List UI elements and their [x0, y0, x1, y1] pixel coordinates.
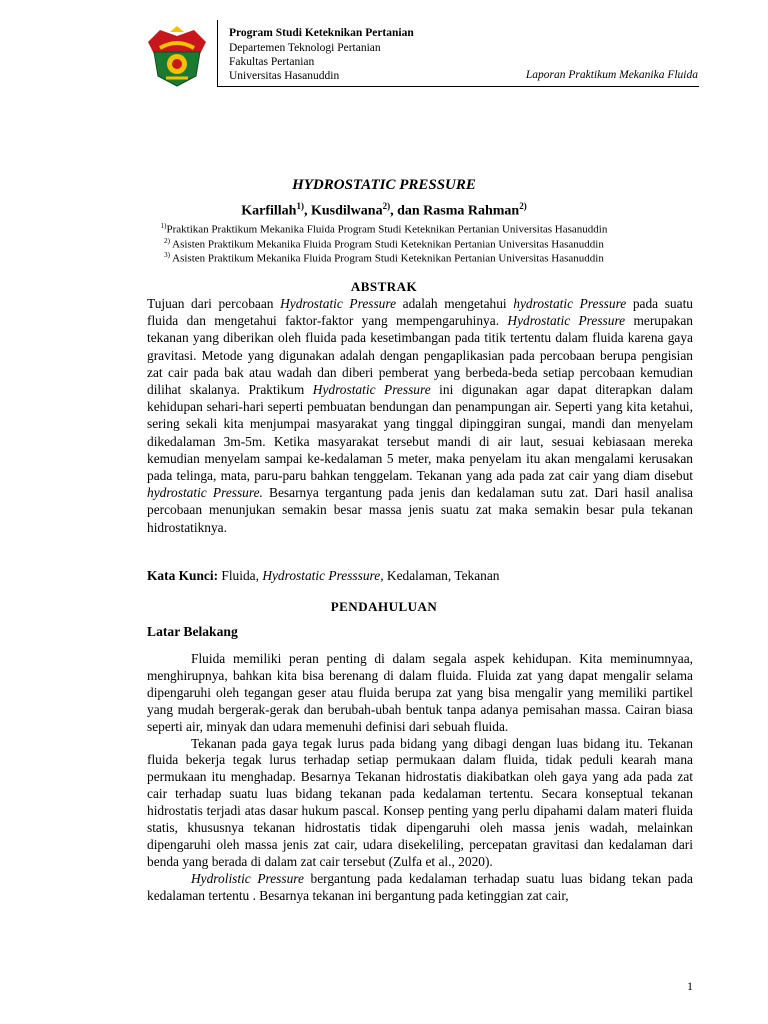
keyword: Kedalaman, Tekanan [383, 568, 500, 583]
university-logo-icon [146, 24, 208, 88]
abstract-term: Hydrostatic Pressure [507, 313, 626, 329]
paragraph-term: Hydrolistic Pressure [191, 870, 304, 886]
header-faculty: Fakultas Pertanian [229, 56, 315, 68]
paragraph-text: bergantung pada kedalaman terhadap suatu luas bidang tekan pada kedalaman tertentu . Besarnya tekanan ini bergantung pada ketinggian zat cair, [147, 870, 693, 903]
abstract-text: merupakan tekanan yang diberikan oleh fluida pada kesetimbangan pada titik tertentu dalam fluida karena gaya gravitasi. Metode yang digunakan adalah dengan pengaplikasian pada percobaan berupa pengisian zat cair pada bak atau wadah dan diberi pemberat yang berbeda-beda setiap percobaan kemudian dilihat skalanya. Praktikum [147, 313, 693, 398]
paragraph-3 [147, 871, 693, 905]
introduction-body [147, 651, 693, 905]
introduction-heading: PENDAHULUAN [330, 599, 438, 614]
affiliation-3 [0, 249, 768, 266]
author-separator: , [303, 203, 311, 219]
abstract-text: Tujuan dari percobaan [147, 296, 281, 311]
header-program: Program Studi Keteknikan Pertanian [229, 27, 414, 39]
abstract-heading: ABSTRAK [350, 279, 418, 294]
author-separator: , dan [390, 203, 424, 219]
keyword: Fluida, [218, 568, 263, 583]
header-department: Departemen Teknologi Pertanian [229, 42, 381, 54]
abstract-term: Hydrostatic Pressure [312, 382, 431, 398]
author-3-mark: 2) [519, 201, 527, 211]
author-3: Rasma Rahman [423, 203, 520, 219]
author-1-mark: 1) [296, 201, 304, 211]
abstract-text: ini digunakan agar dapat diterapkan dalam kehidupan sehari-hari seperti pembuatan bendungan dan penampungan air. Seperti yang kita ketahui, sering sekali kita menjumpai masyarakat yang tinggal dipinggiran sungai, mandi dan menyelam dikedalaman 3m-5m. Ketika masyarakat tersebut mandi di air laut, sesuai kebiasaan mereka kemudian menyelam sampai ke-kedalaman 5 meter, maka penyelam itu akan mengalami kerusakan pada telinga, mata, paru-paru bahkan tenggelam. Tekanan yang ada pada zat cair yang diam disebut [147, 382, 693, 484]
abstract-body [147, 295, 693, 536]
abstract-text: Besarnya tergantung pada jenis dan kedalaman sutu zat. Dari hasil analisa percobaan menunjukan semakin besar massa jenis suatu zat maka semakin besar pula tekanan hidrostatiknya. [147, 485, 694, 535]
header-university: Universitas Hasanuddin [229, 70, 340, 82]
paragraph-2: Tekanan pada gaya tegak lurus pada bidang yang dibagi dengan luas bidang itu. Tekanan fluida bekerja tegak lurus terhadap setiap permukaan dalam fluida, tidak peduli kearah mana permukaan itu menghadap. Besarnya Tekanan hidrostatis diakibatkan oleh gaya yang ada pada zat cair terhadap suatu luas bidang tekanan pada kedalaman tertentu. Secara konseptual tekanan hidrostatis terjadi atas dasar hukum pascal. Konsep penting yang perlu dipahami dalam materi fluida statis, khususnya tekanan hidrostatis tidak dipengaruhi oleh massa jenis wadah, melainkan dipengaruhi oleh massa jenis zat cair, udara disekeliling, percepatan gravitasi dan kedalaman dari benda yang berada di dalam zat cair tersebut (Zulfa et al., 2020). [147, 735, 693, 869]
header-report-title: Laporan Praktikum Mekanika Fluida [525, 69, 698, 81]
abstract-term: Hydrostatic Pressure [280, 296, 397, 311]
author-2: Kusdilwana [310, 203, 383, 219]
keyword: Hydrostatic Presssure, [262, 568, 384, 583]
abstract-term: hydrostatic Pressure. [147, 485, 263, 501]
affiliation-mark: 3) [164, 251, 170, 259]
affiliation-text: Asisten Praktikum Mekanika Fluida Program Studi Keteknikan Pertanian Universitas Hasanuddin [170, 238, 604, 251]
paper-title: HYDROSTATIC PRESSURE [292, 177, 476, 193]
paragraph-1: Fluida memiliki peran penting di dalam segala aspek kehidupan. Kita meminumnyaa, menghirupnya, bahkan kita bisa berenang di dalam fluida. Fluida zat yang dapat mengalir selama dipengaruhi oleh tegangan geser atau fluida berupa zat yang bisa mengalir yang memiliki partikel yang mudah bergerak-gerak dan berubah-ubah bentuk tanpa adanya pemisahan massa. Cairan biasa seperti air, minyak dan udara memenuhi definisi dari sebuah fluida. [147, 651, 693, 734]
keywords-label: Kata Kunci: [147, 568, 219, 583]
author-1: Karfillah [241, 203, 297, 219]
abstract-text: adalah mengetahui [396, 296, 514, 311]
author-list [0, 201, 768, 220]
keywords-line [147, 568, 693, 584]
affiliation-text: Praktikan Praktikum Mekanika Fluida Program Studi Keteknikan Pertanian Universitas Hasanuddin [166, 223, 608, 236]
abstract-text: pada suatu fluida dan mengetahui faktor-faktor yang mempengaruhinya. [147, 296, 693, 329]
header-divider-vertical [217, 20, 218, 86]
affiliation-mark: 2) [164, 237, 170, 245]
abstract-term: hydrostatic Pressure [513, 296, 627, 311]
affiliation-text: Asisten Praktikum Mekanika Fluida Program Studi Keteknikan Pertanian Universitas Hasanuddin [170, 252, 604, 265]
author-2-mark: 2) [382, 201, 391, 211]
page-number: 1 [687, 979, 693, 993]
header-divider-horizontal [217, 86, 699, 87]
affiliation-mark: 1) [160, 222, 167, 230]
background-subheading: Latar Belakang [147, 624, 238, 639]
